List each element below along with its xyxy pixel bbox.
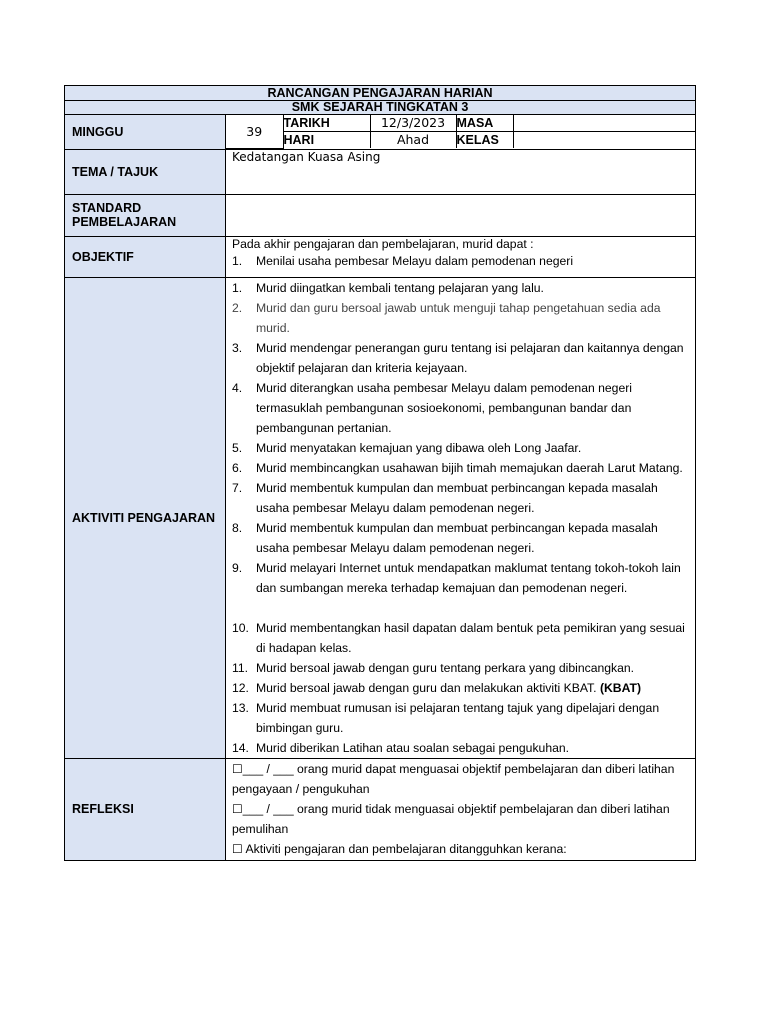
item-number: 5. [232,440,243,455]
list-item [232,658,689,678]
objektif-label: OBJEKTIF [65,236,226,277]
objektif-list [232,251,689,271]
list-item [232,458,689,478]
list-item [232,478,689,518]
item-text: Murid diingatkan kembali tentang pelajaran yang lalu. [256,280,544,295]
masa-value [513,115,696,131]
item-number: 6. [232,460,243,475]
item-text: Murid membentuk kumpulan dan membuat perbincangan kepada masalah usaha pembesar Melayu dalam pemodenan negeri. [256,520,658,555]
standard-value [226,194,696,236]
item-number: 9. [232,560,243,575]
checkbox-icon[interactable]: ☐ [232,801,243,816]
list-item [232,618,689,658]
info-grid [226,115,696,149]
checkbox-icon[interactable]: ☐ [232,761,243,776]
objektif-content [226,236,696,277]
kelas-value [513,131,696,148]
list-item [232,251,689,271]
list-item [232,558,689,598]
kelas-label: KELAS [456,131,513,148]
kbat-tag: (KBAT) [599,680,641,695]
item-number: 13. [232,700,249,715]
item-text: Murid bersoal jawab dengan guru dan melakukan aktiviti KBAT. [256,680,597,695]
checkbox-icon[interactable]: ☐ [232,841,243,856]
aktiviti-content [226,277,696,758]
item-text: Murid membuat rumusan isi pelajaran tentang tajuk yang dipelajari dengan bimbingan guru. [256,700,660,735]
refleksi-text: ___ / ___ orang murid dapat menguasai objektif pembelajaran dan diberi latihan pengayaan / pengukuhan [232,761,675,796]
refleksi-line [232,799,689,839]
item-number: 7. [232,480,243,495]
minggu-value: 39 [226,115,283,148]
list-item [232,438,689,458]
tema-value: Kedatangan Kuasa Asing [226,149,696,194]
tarikh-label: TARIKH [283,115,370,131]
info-grid-cell [226,115,696,150]
item-text: Murid diberikan Latihan atau soalan sebagai pengukuhan. [256,740,570,755]
refleksi-text: Aktiviti pengajaran dan pembelajaran ditangguhkan kerana: [242,841,567,856]
hari-label: HARI [283,131,370,148]
list-item [232,298,689,338]
refleksi-content [226,758,696,860]
item-number: 14. [232,740,249,755]
item-text: Murid melayari Internet untuk mendapatkan maklumat tentang tokoh-tokoh lain dan sumbangan mereka terhadap kemajuan dan pemodenan negeri. [256,560,681,595]
list-item [232,338,689,378]
item-number: 2. [232,300,243,315]
list-item [232,378,689,438]
list-item [232,738,689,758]
objektif-intro: Pada akhir pengajaran dan pembelajaran, murid dapat : [232,236,534,251]
item-text: Murid mendengar penerangan guru tentang isi pelajaran dan kaitannya dengan objektif pelajaran dan kriteria kejayaan. [256,340,684,375]
hari-value: Ahad [370,131,456,148]
item-text: Menilai usaha pembesar Melayu dalam pemodenan negeri [256,253,574,268]
refleksi-text: ___ / ___ orang murid tidak menguasai objektif pembelajaran dan diberi latihan pemulihan [232,801,670,836]
item-number: 11. [232,660,249,675]
list-item [232,698,689,738]
tema-label: TEMA / TAJUK [65,149,226,194]
tarikh-value: 12/3/2023 [370,115,456,131]
item-text: Murid bersoal jawab dengan guru tentang perkara yang dibincangkan. [256,660,635,675]
masa-label: MASA [456,115,513,131]
list-spacer [232,598,689,618]
lesson-plan-table [64,85,696,861]
refleksi-label: REFLEKSI [65,758,226,860]
item-number: 1. [232,253,243,268]
item-number: 4. [232,380,243,395]
item-number: 10. [232,620,249,635]
standard-label: STANDARD PEMBELAJARAN [65,194,226,236]
plan-title: RANCANGAN PENGAJARAN HARIAN [65,86,696,101]
refleksi-line [232,839,689,859]
item-text: Murid dan guru bersoal jawab untuk menguji tahap pengetahuan sedia ada murid. [256,300,661,335]
list-item [232,678,689,698]
item-text: Murid membincangkan usahawan bijih timah memajukan daerah Larut Matang. [256,460,683,475]
list-item [232,278,689,298]
item-text: Murid membentuk kumpulan dan membuat perbincangan kepada masalah usaha pembesar Melayu dalam pemodenan negeri. [256,480,658,515]
minggu-label: MINGGU [65,115,226,150]
list-item [232,518,689,558]
item-number: 8. [232,520,243,535]
plan-subtitle: SMK SEJARAH TINGKATAN 3 [65,101,696,115]
item-text: Murid membentangkan hasil dapatan dalam bentuk peta pemikiran yang sesuai di hadapan kelas. [256,620,685,655]
item-text: Murid diterangkan usaha pembesar Melayu dalam pemodenan negeri termasuklah pembangunan sosioekonomi, pembangunan bandar dan pembangunan pertanian. [256,380,633,435]
item-number: 12. [232,680,249,695]
aktiviti-label: AKTIVITI PENGAJARAN [65,277,226,758]
item-text: Murid menyatakan kemajuan yang dibawa oleh Long Jaafar. [256,440,582,455]
refleksi-line [232,759,689,799]
aktiviti-list [232,278,689,758]
item-number: 3. [232,340,243,355]
item-number: 1. [232,280,243,295]
